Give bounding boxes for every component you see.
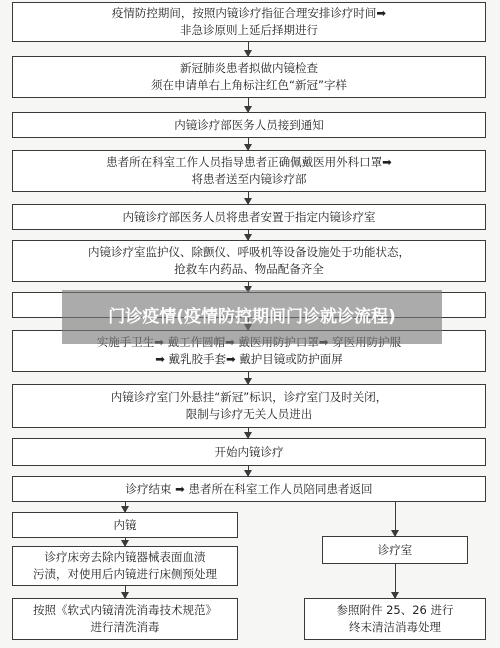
step-mask-transfer-line-1: 患者所在科室工作人员指导患者正确佩戴医用外科口罩➡ bbox=[106, 155, 392, 169]
arrow-8 bbox=[248, 372, 249, 384]
title-overlay-banner bbox=[62, 290, 442, 344]
arrow-10 bbox=[248, 466, 249, 476]
step-room-sign-box bbox=[12, 384, 486, 428]
step-start-box bbox=[12, 438, 486, 466]
terminal-disinfection-box bbox=[304, 598, 486, 640]
endoscope-box bbox=[12, 512, 238, 538]
arrow-right-1 bbox=[395, 564, 396, 598]
step-covid-mark-line-1: 新冠肺炎患者拟做内镜检查 bbox=[180, 61, 318, 75]
bedside-pretreatment-line-2: 污渍，对使用后内镜进行床侧预处理 bbox=[33, 567, 217, 581]
treatment-room-box bbox=[322, 536, 468, 564]
step-notified-line-1: 内镜诊疗部医务人员接到通知 bbox=[174, 117, 324, 132]
step-end-line-1: 诊疗结束 ➡ 患者所在科室工作人员陪同患者返回 bbox=[125, 481, 373, 496]
arrow-1 bbox=[248, 42, 249, 56]
step-room-placement-box bbox=[12, 204, 486, 230]
arrow-3 bbox=[248, 138, 249, 150]
treatment-room-line-1: 诊疗室 bbox=[377, 542, 413, 557]
step-covid-mark-box bbox=[12, 56, 486, 98]
terminal-disinfection-line-2: 终末清洁消毒处理 bbox=[349, 620, 441, 634]
step-room-placement-line-1: 内镜诊疗部医务人员将患者安置于指定内镜诊疗室 bbox=[122, 209, 376, 224]
step-end-box bbox=[12, 476, 486, 502]
step-notified-box bbox=[12, 112, 486, 138]
step-room-sign-line-2: 限制与诊疗无关人员进出 bbox=[185, 407, 313, 421]
endoscope-line-1: 内镜 bbox=[113, 517, 137, 532]
step-mask-transfer-line-2: 将患者送至内镜诊疗部 bbox=[191, 172, 307, 186]
step-mask-transfer-box bbox=[12, 150, 486, 192]
bedside-pretreatment-box bbox=[12, 546, 238, 586]
arrow-left-branch bbox=[125, 502, 126, 512]
step-equipment-line-2: 抢救车内药品、物品配备齐全 bbox=[174, 262, 324, 276]
bedside-pretreatment-line-1: 诊疗床旁去除内镜器械表面血渍 bbox=[44, 550, 206, 564]
arrow-left-2 bbox=[125, 586, 126, 598]
step-room-sign-line-1: 内镜诊疗室门外悬挂“新冠”标识，诊疗室门及时关闭， bbox=[110, 390, 388, 404]
step-start-line-1: 开始内镜诊疗 bbox=[214, 444, 284, 459]
cleaning-standard-line-1: 按照《软式内镜清洗消毒技术规范》 bbox=[33, 603, 217, 617]
overlay-caption: 门诊疫情(疫情防控期间门诊就诊流程) bbox=[108, 307, 396, 327]
step-equipment-line-1: 内镜诊疗室监护仪、除颤仪、呼吸机等设备设施处于功能状态， bbox=[88, 245, 410, 259]
step-schedule-line-2: 非急诊原则上延后择期进行 bbox=[180, 23, 318, 37]
arrow-right-branch bbox=[395, 502, 396, 536]
step-ppe-line-2: ➡ 戴乳胶手套➡ 戴护目镜或防护面屏 bbox=[155, 352, 343, 366]
arrow-4 bbox=[248, 192, 249, 204]
cleaning-standard-box bbox=[12, 598, 238, 640]
arrow-5 bbox=[248, 230, 249, 240]
arrow-left-1 bbox=[125, 538, 126, 546]
step-schedule-box bbox=[12, 2, 486, 42]
arrow-9 bbox=[248, 428, 249, 438]
arrow-2 bbox=[248, 98, 249, 112]
terminal-disinfection-line-1: 参照附件 25、26 进行 bbox=[336, 603, 454, 617]
step-equipment-box bbox=[12, 240, 486, 282]
cleaning-standard-line-2: 进行清洗消毒 bbox=[90, 620, 160, 634]
step-covid-mark-line-2: 须在申请单右上角标注红色“新冠”字样 bbox=[151, 78, 347, 92]
step-schedule-line-1: 疫情防控期间，按照内镜诊疗指征合理安排诊疗时间➡ bbox=[111, 6, 387, 20]
